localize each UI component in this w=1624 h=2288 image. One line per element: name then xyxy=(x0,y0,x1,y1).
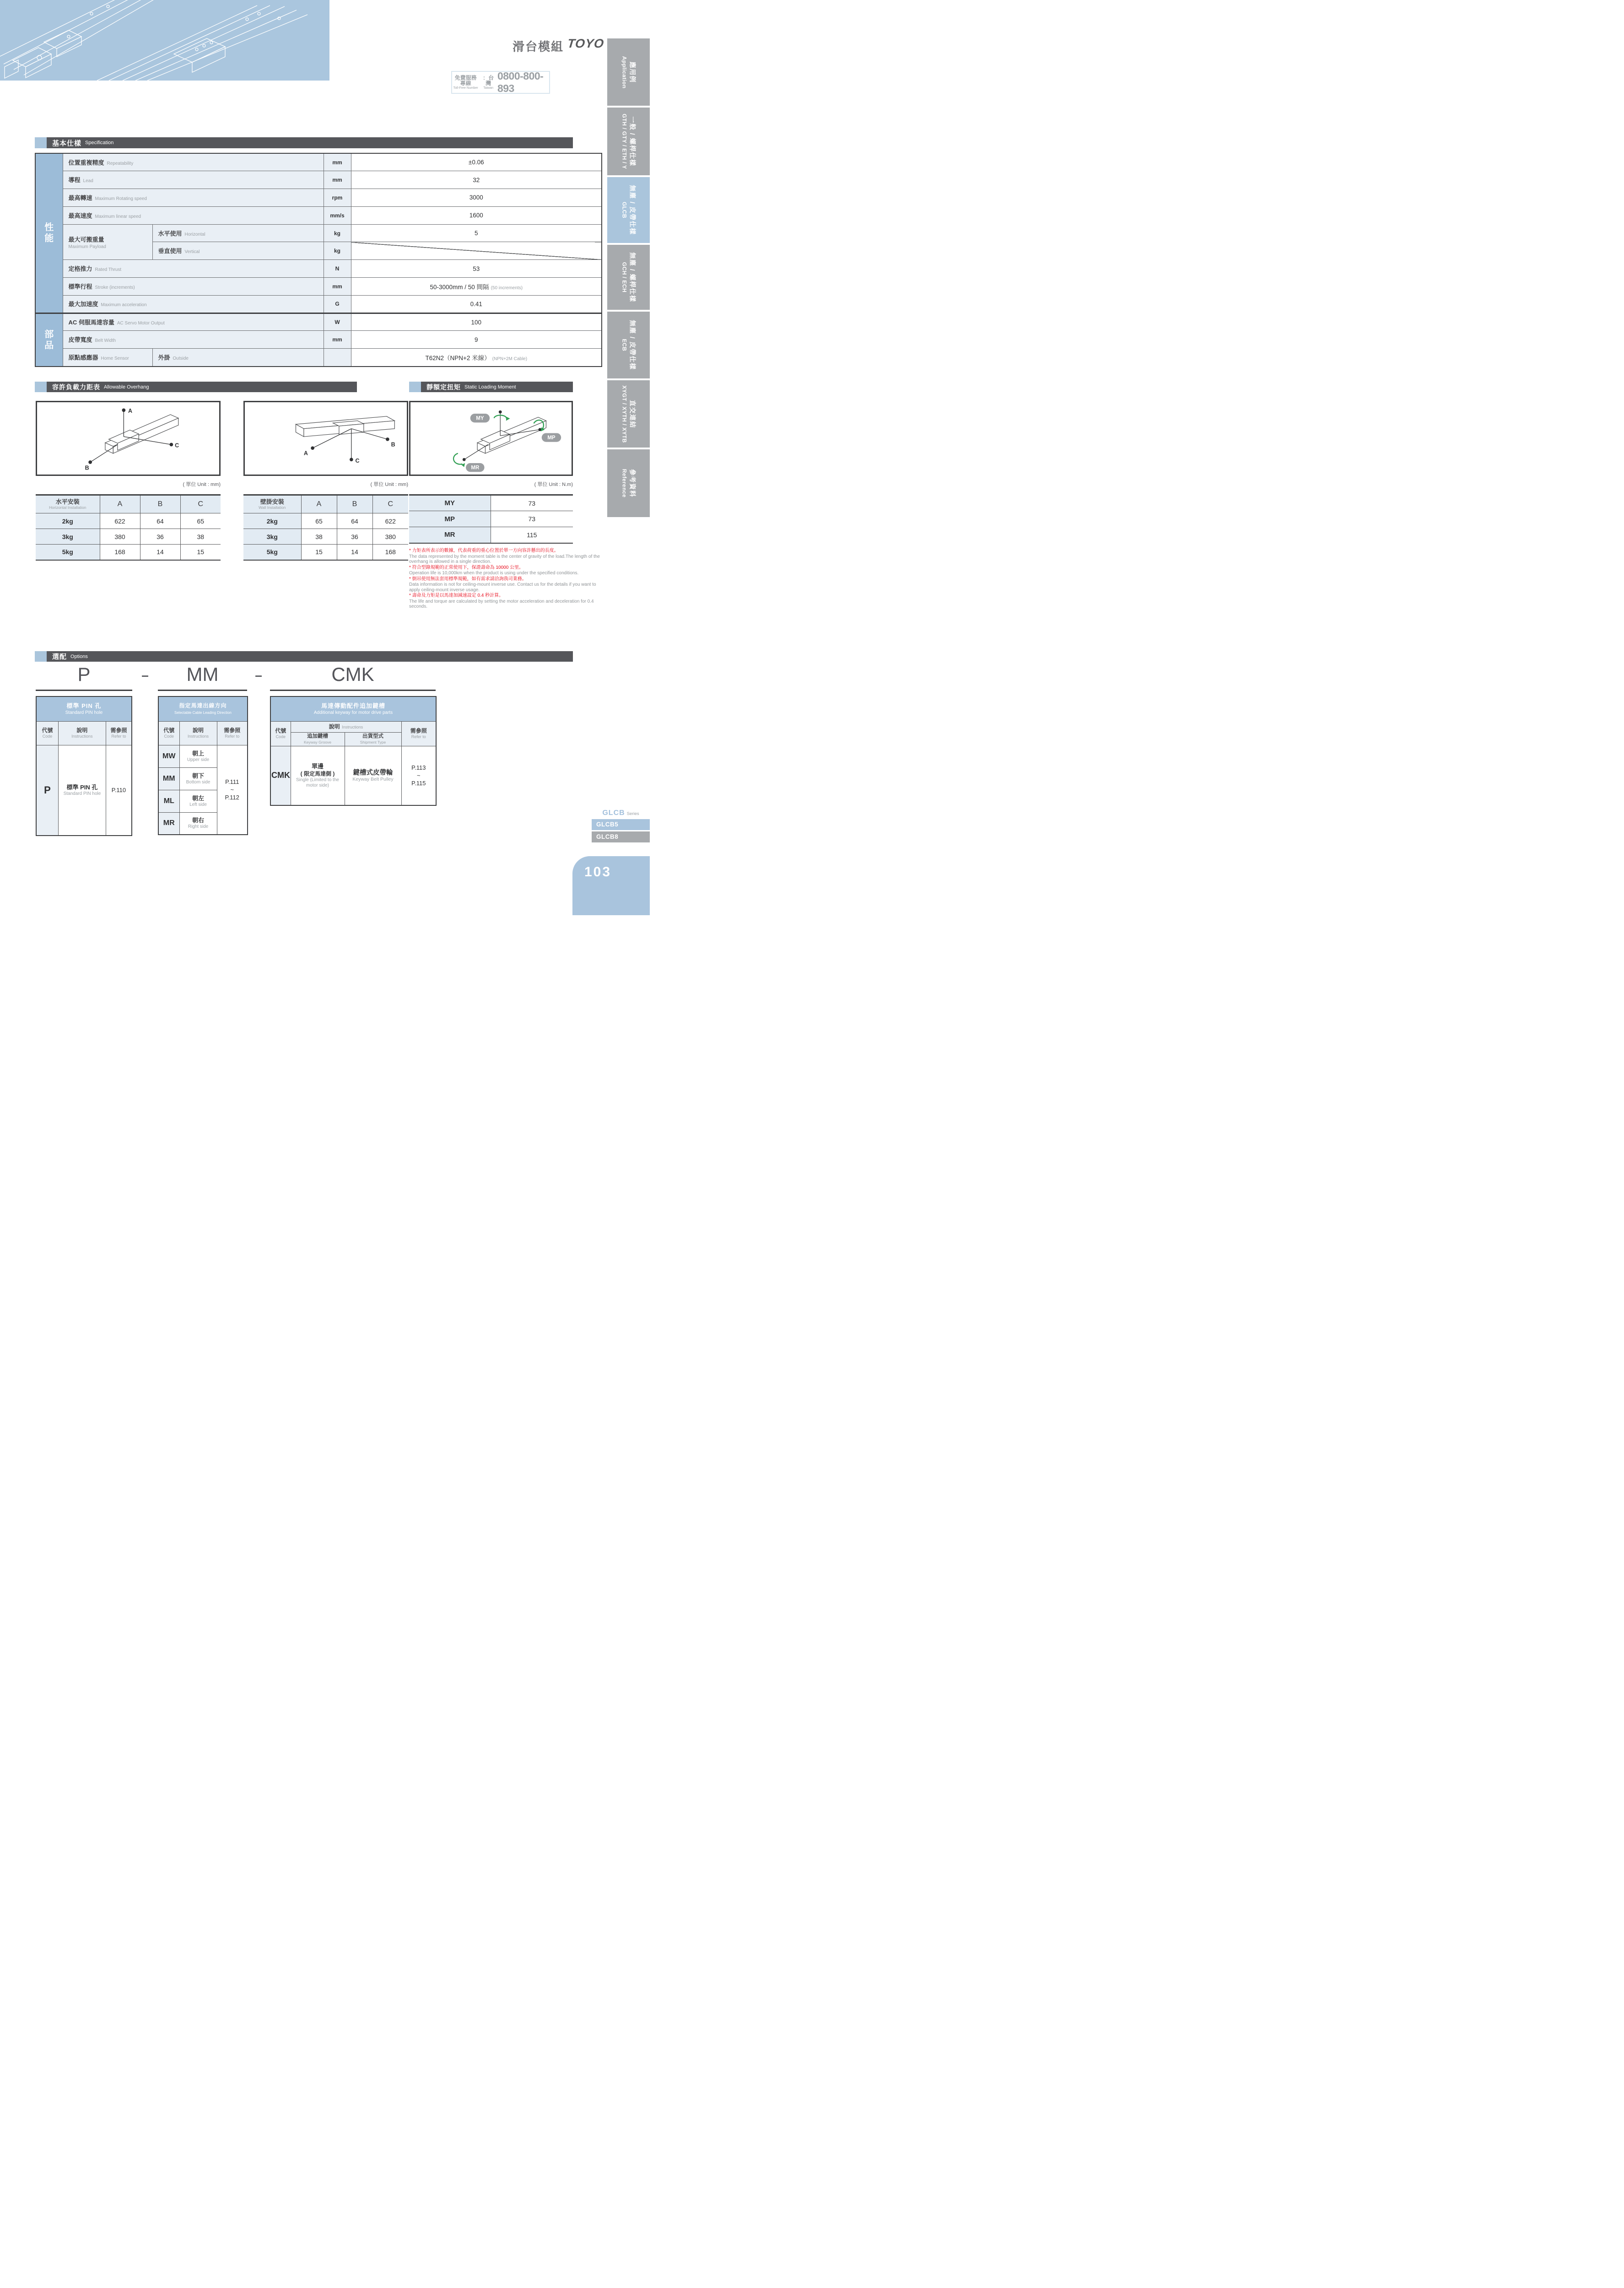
row-label-en: Repeatability xyxy=(107,161,134,166)
load-label: 2kg xyxy=(243,513,301,529)
note-zh: * 壽命及力矩是以馬達加減速設定 0.4 秒計算。 xyxy=(409,593,504,598)
tollfree-box xyxy=(451,71,550,94)
sidebar-tab-ecb[interactable] xyxy=(607,312,650,378)
table-row xyxy=(243,545,408,560)
moment-key: MY xyxy=(409,495,491,511)
hdr-instr-en: Instructions xyxy=(71,734,93,739)
spec-row-servo-output xyxy=(35,313,602,331)
tab-zh: 一般 / 螺桿仕樣 xyxy=(629,116,636,167)
options-section-header xyxy=(35,651,573,662)
keyway-table xyxy=(270,696,437,806)
row-label-en: Maximum linear speed xyxy=(95,214,141,219)
option-desc-en: Bottom side xyxy=(186,779,210,785)
tab-zh: 應用例 xyxy=(629,61,636,83)
row-unit xyxy=(324,349,351,367)
tollfree-region-zh: ：台灣 xyxy=(483,74,494,87)
spec-row-lead xyxy=(35,171,602,189)
hdr-instr-en: Instructions xyxy=(342,725,363,729)
table-header-row xyxy=(158,721,248,745)
sidebar-tab-gth-gty-eth-y[interactable] xyxy=(607,108,650,175)
col-header-zh: 壁掛安裝 xyxy=(260,498,284,505)
table-row xyxy=(36,513,221,529)
sidebar-tab-xygt-xyth-xytb[interactable] xyxy=(607,380,650,448)
overhang-title-zh: 容許負載力距表 xyxy=(52,383,100,391)
catalog-page xyxy=(0,0,650,915)
code-separator: – xyxy=(141,668,149,682)
mr-label: MR xyxy=(471,465,480,471)
row-label-zh: 皮帶寬度 xyxy=(68,336,92,344)
option-code-cell: CMK xyxy=(270,746,291,805)
load-label: 3kg xyxy=(243,529,301,545)
refer-tilde: ~ xyxy=(416,772,421,779)
cell-value: 36 xyxy=(337,529,372,545)
spec-table xyxy=(35,153,602,367)
section-chip xyxy=(35,137,47,148)
horizontal-overhang-diagram xyxy=(36,401,221,476)
row-unit: kg xyxy=(324,242,351,260)
row-unit: mm xyxy=(324,153,351,171)
load-label: 5kg xyxy=(243,545,301,560)
row-label-zh: 水平使用 xyxy=(158,230,182,237)
row-label-zh: 導程 xyxy=(68,177,81,184)
cell-value: 14 xyxy=(140,545,180,560)
spec-title-zh: 基本仕樣 xyxy=(52,139,82,147)
spec-row-repeatability xyxy=(35,153,602,171)
cell-value: 15 xyxy=(301,545,337,560)
row-value: 3000 xyxy=(351,189,602,207)
linear-actuator-drawing xyxy=(0,0,329,81)
table-row xyxy=(409,495,573,511)
hdr-refer-zh: 需參照 xyxy=(110,727,127,734)
page-number-blob xyxy=(572,856,650,915)
hdr-instr-zh: 說明 xyxy=(76,727,88,734)
option-refer-cell: P.110 xyxy=(106,745,132,836)
row-value: 53 xyxy=(351,260,602,278)
static-title-zh: 靜額定扭矩 xyxy=(426,383,461,391)
sidebar-tab-glcb-active[interactable] xyxy=(607,177,650,243)
row-value: 0.41 xyxy=(351,295,602,313)
row-label-en: Lead xyxy=(83,178,93,184)
row-unit: mm xyxy=(324,171,351,189)
tollfree-region-en: Taiwan xyxy=(483,86,494,90)
option-desc-zh: 朝下 xyxy=(192,772,204,779)
table-row xyxy=(270,746,436,805)
refer-tilde: ~ xyxy=(230,786,234,793)
hdr-code-en: Code xyxy=(275,734,286,739)
row-label-zh: 定格推力 xyxy=(68,265,92,273)
sidebar-tab-application[interactable] xyxy=(607,38,650,106)
mp-label: MP xyxy=(547,435,556,441)
cell-value: 168 xyxy=(372,545,408,560)
series-label: Series xyxy=(626,811,639,816)
sidebar-tab-gch-ech[interactable] xyxy=(607,245,650,310)
option-table-title: 標準 PIN 孔 Standard PIN hole xyxy=(36,696,132,721)
option-code-cell: MM xyxy=(158,767,179,790)
options-title-en: Options xyxy=(70,653,88,659)
row-label-zh: 最高轉速 xyxy=(68,194,92,201)
option-desc-en: Left side xyxy=(189,802,207,807)
col-a: A xyxy=(301,495,337,513)
code-underline xyxy=(36,690,132,691)
tab-zh: 無塵 / 螺桿仕樣 xyxy=(629,252,636,302)
code-underline xyxy=(158,690,247,691)
spec-category-performance: 性能 xyxy=(35,153,63,313)
row-label-en: Maximum acceleration xyxy=(101,302,147,308)
note-zh: * 符合型錄規範的正常使用下，保證壽命為 10000 公里。 xyxy=(409,565,524,570)
row-unit: mm xyxy=(324,331,351,349)
keyway-groove-zh2: ( 限定馬達側 ) xyxy=(300,770,335,777)
option-refer-cell xyxy=(217,745,248,835)
cell-value: 38 xyxy=(301,529,337,545)
spec-title-en: Specification xyxy=(85,140,114,146)
hdr-instr-zh: 說明 xyxy=(329,723,340,730)
row-unit: W xyxy=(324,313,351,331)
axis-c-label: C xyxy=(175,442,179,449)
option-desc-zh: 標準 PIN 孔 xyxy=(66,783,98,791)
option-code-cell: P xyxy=(36,745,58,836)
cell-value: 622 xyxy=(372,513,408,529)
option-desc-en: Upper side xyxy=(187,757,210,762)
hdr-instr-zh: 說明 xyxy=(192,727,204,734)
sidebar-tab-reference[interactable] xyxy=(607,449,650,517)
row-sublabel-zh: 外掛 xyxy=(158,354,170,361)
spec-row-stroke xyxy=(35,278,602,296)
cell-value: 380 xyxy=(372,529,408,545)
table-header-row xyxy=(36,721,132,745)
wall-overhang-diagram xyxy=(243,401,408,476)
axis-c-label: C xyxy=(355,457,360,464)
row-value-note: (50 increments) xyxy=(491,285,523,291)
note-zh: * 力矩表所表示的數據，代表荷重的重心位置於單一方向容許懸出的長度。 xyxy=(409,548,559,553)
tab-zh: 參考資料 xyxy=(629,469,636,497)
wall-overhang-table xyxy=(243,494,408,561)
row-label-zh: 標準行程 xyxy=(68,283,92,290)
hdr-code-zh: 代號 xyxy=(163,727,175,734)
col-b: B xyxy=(140,495,180,513)
spec-row-rated-thrust xyxy=(35,260,602,278)
table-row xyxy=(243,529,408,545)
option-desc-zh: 朝左 xyxy=(192,794,204,802)
overhang-section-header xyxy=(35,382,357,392)
hdr-code-zh: 代號 xyxy=(275,728,286,734)
axis-a-label: A xyxy=(128,408,133,415)
shipment-type-en: Keyway Belt Pulley xyxy=(352,776,394,782)
row-value: 1600 xyxy=(351,206,602,224)
unit-note-mm-1: ( 單位 Unit : mm) xyxy=(183,482,221,487)
row-label-en: Home Sensor xyxy=(101,356,129,361)
row-value: ±0.06 xyxy=(351,153,602,171)
hdr-refer-en: Refer to xyxy=(411,734,426,739)
col-header-en: Horizontal Installation xyxy=(49,505,86,510)
option-table-title: 馬達傳動配件追加鍵槽 Additional keyway for motor drive parts xyxy=(270,696,436,721)
note-en: The life and torque are calculated by setting the motor acceleration and deceleration for 0.4 seconds. xyxy=(409,599,594,609)
options-title-zh: 選配 xyxy=(52,653,67,661)
load-label: 3kg xyxy=(36,529,100,545)
axis-b-label: B xyxy=(85,464,89,471)
col-c: C xyxy=(372,495,408,513)
row-label-zh: 最大加速度 xyxy=(68,301,98,308)
table-row xyxy=(36,529,221,545)
hdr-refer-en: Refer to xyxy=(111,734,126,739)
tollfree-region xyxy=(481,75,495,90)
table-header-row xyxy=(270,721,436,732)
refer-from: P.113 xyxy=(411,764,426,772)
row-value: T62N2（NPN+2 米線） xyxy=(425,354,491,362)
row-label-en: Stroke (increments) xyxy=(95,285,135,290)
option-desc-zh: 朝上 xyxy=(192,750,204,757)
section-chip xyxy=(35,382,47,392)
unit-note-mm-2: ( 單位 Unit : mm) xyxy=(370,482,408,487)
col-a: A xyxy=(100,495,140,513)
tollfree-number: 0800-800-893 xyxy=(497,70,544,94)
cell-value: 622 xyxy=(100,513,140,529)
product-illustration xyxy=(0,0,329,81)
static-moment-section-header xyxy=(409,382,573,392)
note-en: Operation life is 10,000km when the product is using under the specified conditions. xyxy=(409,571,579,576)
tab-en: GTH / GTY / ETH / Y xyxy=(621,113,627,169)
row-unit: mm/s xyxy=(324,206,351,224)
axis-a-label: A xyxy=(303,450,308,457)
row-label-zh: 原點感應器 xyxy=(68,354,98,361)
cell-value: 64 xyxy=(140,513,180,529)
toyo-logo: TOYO xyxy=(567,37,605,50)
footnotes xyxy=(409,548,606,610)
row-value-na xyxy=(351,242,602,260)
moment-value: 73 xyxy=(491,511,573,527)
row-unit: N xyxy=(324,260,351,278)
moment-value: 73 xyxy=(491,495,573,511)
table-row xyxy=(36,545,221,560)
option-desc-zh: 朝右 xyxy=(192,817,204,824)
tab-en: Application xyxy=(621,56,627,88)
row-unit: kg xyxy=(324,224,351,242)
spec-row-linear-speed xyxy=(35,206,602,224)
option-desc-en: Right side xyxy=(188,824,209,830)
row-label-zh: 最高速度 xyxy=(68,212,92,219)
refer-from: P.111 xyxy=(225,778,239,786)
cell-value: 380 xyxy=(100,529,140,545)
tollfree-label-en: Toll-Free Number xyxy=(453,86,478,90)
hdr-keyway-groove-en: Keyway Groove xyxy=(304,740,331,745)
spec-category-parts: 部品 xyxy=(35,313,63,366)
table-row xyxy=(409,527,573,543)
col-b: B xyxy=(337,495,372,513)
cell-value: 65 xyxy=(180,513,221,529)
keyway-groove-zh: 單邊 xyxy=(311,762,324,770)
row-value: 9 xyxy=(351,331,602,349)
cell-value: 36 xyxy=(140,529,180,545)
tab-zh: 直交連結 xyxy=(629,399,636,428)
hdr-refer-en: Refer to xyxy=(225,734,240,739)
static-moment-table xyxy=(409,494,573,544)
table-header-row xyxy=(36,495,221,513)
page-number: 103 xyxy=(584,864,612,880)
static-title-en: Static Loading Moment xyxy=(464,384,516,390)
hdr-instr-en: Instructions xyxy=(187,734,209,739)
cell-value: 38 xyxy=(180,529,221,545)
hdr-code-en: Code xyxy=(42,734,53,739)
tab-en: ECB xyxy=(621,339,627,351)
row-unit: G xyxy=(324,295,351,313)
refer-to: P.115 xyxy=(411,780,426,787)
row-unit: mm xyxy=(324,278,351,296)
cable-direction-table xyxy=(158,696,248,835)
row-label-en: Rated Thrust xyxy=(95,267,122,273)
row-value: 100 xyxy=(351,313,602,331)
unit-note-nm: ( 單位 Unit : N.m) xyxy=(534,482,573,487)
row-label-en: Vertical xyxy=(184,249,200,255)
model-tab-glcb8[interactable]: GLCB8 xyxy=(592,831,650,842)
cell-value: 168 xyxy=(100,545,140,560)
row-label-zh: 垂直使用 xyxy=(158,248,182,255)
hdr-shipment-type-en: Shipment Type xyxy=(360,740,386,745)
refer-to: P.112 xyxy=(225,794,239,801)
cell-value: 14 xyxy=(337,545,372,560)
spec-row-acceleration xyxy=(35,295,602,313)
overhang-title-en: Allowable Overhang xyxy=(104,384,149,390)
option-code-p: P xyxy=(77,664,91,685)
load-label: 5kg xyxy=(36,545,100,560)
tab-en: GCH / ECH xyxy=(621,262,627,293)
col-header-zh: 水平安裝 xyxy=(55,498,80,505)
moment-key: MP xyxy=(409,511,491,527)
static-moment-diagram xyxy=(409,401,573,476)
row-unit: rpm xyxy=(324,189,351,207)
row-label-en: Horizontal xyxy=(184,232,205,237)
moment-key: MR xyxy=(409,527,491,543)
table-row xyxy=(36,745,132,836)
series-name: GLCB xyxy=(602,809,625,817)
row-label-zh: AC 伺服馬達容量 xyxy=(68,319,114,326)
option-code-cmk: CMK xyxy=(331,664,374,685)
row-label-en: Belt Width xyxy=(95,338,116,344)
table-row xyxy=(243,513,408,529)
option-desc-en: Standard PIN hole xyxy=(63,791,101,796)
option-refer-cell xyxy=(401,746,436,805)
hdr-code-zh: 代號 xyxy=(42,727,53,734)
spec-row-belt-width xyxy=(35,331,602,349)
my-label: MY xyxy=(476,416,484,421)
standard-pin-hole-table xyxy=(36,696,132,836)
spec-row-home-sensor xyxy=(35,349,602,367)
horizontal-overhang-table xyxy=(36,494,221,561)
option-code-cell: MR xyxy=(158,812,179,835)
keyway-groove-en: Single (Limited to the motor side) xyxy=(296,777,339,788)
product-type-title: 滑台模組 xyxy=(513,40,564,54)
option-code-cell: MW xyxy=(158,745,179,767)
tab-zh: 無塵 / 皮帶仕樣 xyxy=(629,185,636,235)
section-chip xyxy=(409,382,421,392)
tab-en: XYGT / XYTH / XYTB xyxy=(621,385,627,443)
load-label: 2kg xyxy=(36,513,100,529)
spec-row-rotating-speed xyxy=(35,189,602,207)
code-underline xyxy=(270,690,436,691)
shipment-type-zh: 鍵槽式皮帶輪 xyxy=(353,769,393,777)
row-value: 50-3000mm / 50 間隔 xyxy=(430,283,489,291)
option-code-cell: ML xyxy=(158,790,179,812)
note-zh: * 倒吊使用無法套用標準規範，如有需求請洽詢我司業務。 xyxy=(409,576,527,582)
tab-zh: 無塵 / 皮帶仕樣 xyxy=(629,320,636,370)
payload-group-label: 最大可搬重量 Maximum Payload xyxy=(63,224,152,260)
col-header-en: Wall Installation xyxy=(259,505,286,510)
note-en: The data represented by the moment table is the center of gravity of the load.The length of the overhang is allowed in a single direction. xyxy=(409,554,600,564)
row-value: 32 xyxy=(351,171,602,189)
spec-row-payload-horizontal xyxy=(35,224,602,242)
row-label-en: AC Servo Motor Output xyxy=(117,321,165,326)
code-separator: – xyxy=(255,668,262,682)
axis-b-label: B xyxy=(391,441,395,448)
hdr-code-en: Code xyxy=(164,734,174,739)
row-label-zh: 位置重複精度 xyxy=(68,159,104,166)
spec-section-header xyxy=(35,137,573,148)
table-row xyxy=(158,745,248,767)
row-sublabel-en: Outside xyxy=(173,356,189,361)
col-c: C xyxy=(180,495,221,513)
series-title xyxy=(592,809,650,817)
row-label-en: Maximum Rotating speed xyxy=(95,196,147,201)
hdr-shipment-type-zh: 出貨型式 xyxy=(362,734,383,739)
section-chip xyxy=(35,651,47,662)
table-header-row xyxy=(243,495,408,513)
note-en: Data information is not for ceiling-mount inverse use. Contact us for the details if you want to apply ceiling-mount inverse usage. xyxy=(409,582,596,593)
cell-value: 65 xyxy=(301,513,337,529)
hdr-refer-zh: 需參照 xyxy=(224,727,241,734)
cell-value: 15 xyxy=(180,545,221,560)
row-value-note: (NPN+2M Cable) xyxy=(492,356,528,362)
tollfree-label xyxy=(452,75,479,90)
tollfree-label-zh: 免費服務專線 xyxy=(454,74,477,87)
row-value: 5 xyxy=(351,224,602,242)
moment-value: 115 xyxy=(491,527,573,543)
table-row xyxy=(409,511,573,527)
tab-en: GLCB xyxy=(621,201,627,218)
cell-value: 64 xyxy=(337,513,372,529)
option-code-mm: MM xyxy=(186,664,219,685)
hdr-keyway-groove-zh: 追加鍵槽 xyxy=(307,734,328,739)
option-table-title: 指定馬達出線方向 Selectable Cable Leading Direction xyxy=(158,696,248,721)
tab-en: Reference xyxy=(621,469,627,498)
hdr-refer-zh: 需參照 xyxy=(410,728,427,734)
model-tab-glcb5[interactable]: GLCB5 xyxy=(592,819,650,830)
